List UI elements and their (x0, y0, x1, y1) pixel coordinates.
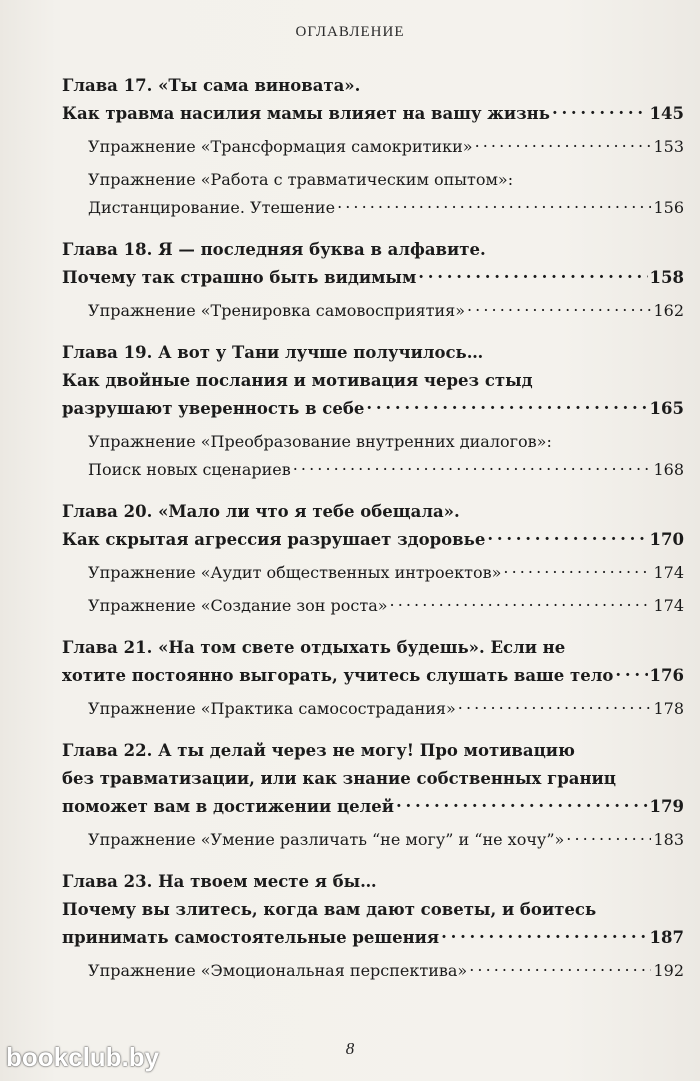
toc-exercise (62, 695, 684, 723)
toc-exercise (62, 166, 684, 222)
exercise-title-line: Упражнение «Преобразование внутренних диалогов»: (88, 432, 552, 451)
exercise-entry (88, 695, 684, 723)
chapter-page-number: 179 (649, 797, 684, 816)
leader-dots (467, 300, 651, 316)
chapter-page-number: 170 (649, 530, 684, 549)
chapter-entry (62, 793, 684, 821)
exercise-title-line: Упражнение «Работа с травматическим опытом»: (88, 170, 514, 189)
leader-dots (615, 665, 647, 681)
chapter-page-number: 158 (649, 268, 684, 287)
exercise-entry (88, 592, 684, 620)
chapter-title-line: Глава 21. «На том свете отдыхать будешь». Если не (62, 638, 566, 657)
leader-dots (337, 197, 651, 213)
exercise-title-last-line: Упражнение «Создание зон роста» (88, 596, 388, 615)
chapter-title-line: Как двойные послания и мотивация через стыд (62, 371, 533, 390)
exercise-entry (88, 826, 684, 854)
toc-chapter (62, 339, 684, 484)
leader-dots (441, 927, 647, 943)
toc-exercise (62, 592, 684, 620)
chapter-title-line: Глава 17. «Ты сама виновата». (62, 76, 361, 95)
exercise-entry (88, 456, 684, 484)
exercise-entry (88, 194, 684, 222)
chapter-title-line: Глава 20. «Мало ли что я тебе обещала». (62, 502, 460, 521)
leader-dots (503, 562, 651, 578)
exercise-entry (88, 133, 684, 161)
chapter-title-line: Глава 22. А ты делай через не могу! Про мотивацию (62, 741, 575, 760)
toc-chapter (62, 634, 684, 723)
toc-chapter (62, 498, 684, 620)
exercise-page-number: 174 (653, 563, 684, 582)
exercise-title-last-line: Поиск новых сценариев (88, 460, 291, 479)
chapter-title-last-line: разрушают уверенность в себе (62, 399, 365, 418)
exercise-page-number: 192 (653, 961, 684, 980)
exercise-entry (88, 559, 684, 587)
chapter-title-line: Почему вы злитесь, когда вам дают советы, и боитесь (62, 900, 597, 919)
leader-dots (418, 267, 647, 283)
chapter-entry (62, 662, 684, 690)
chapter-entry (62, 924, 684, 952)
chapter-entry (62, 264, 684, 292)
chapter-title-last-line: хотите постоянно выгорать, учитесь слушать ваше тело (62, 666, 614, 685)
toc-exercise (62, 297, 684, 325)
toc-chapter (62, 868, 684, 985)
chapter-title-last-line: принимать самостоятельные решения (62, 928, 440, 947)
toc-exercise (62, 559, 684, 587)
chapter-entry (62, 100, 684, 128)
chapter-title-last-line: Как скрытая агрессия разрушает здоровье (62, 530, 486, 549)
chapter-page-number: 145 (649, 104, 684, 123)
exercise-title-last-line: Дистанцирование. Утешение (88, 198, 336, 217)
watermark-logo: bookclub.by (6, 1042, 160, 1072)
running-title: ОГЛАВЛЕНИЕ (295, 24, 405, 40)
chapter-page-number: 165 (649, 399, 684, 418)
chapter-page-number: 176 (649, 666, 684, 685)
leader-dots (396, 796, 648, 812)
page-number: 8 (345, 1039, 355, 1058)
chapter-page-number: 187 (649, 928, 684, 947)
exercise-title-last-line: Упражнение «Эмоциональная перспектива» (88, 961, 468, 980)
exercise-page-number: 183 (653, 830, 684, 849)
chapter-title-line: Глава 23. На твоем месте я бы… (62, 872, 377, 891)
exercise-title-last-line: Упражнение «Практика самосострадания» (88, 699, 456, 718)
toc-chapter (62, 236, 684, 325)
chapter-title-last-line: поможет вам в достижении целей (62, 797, 395, 816)
toc-exercise (62, 428, 684, 484)
toc-chapter (62, 737, 684, 854)
exercise-page-number: 156 (653, 198, 684, 217)
leader-dots (293, 459, 652, 475)
exercise-page-number: 168 (653, 460, 684, 479)
exercise-entry (88, 297, 684, 325)
toc-chapter (62, 72, 684, 222)
exercise-entry (88, 957, 684, 985)
toc-exercise (62, 826, 684, 854)
chapter-entry (62, 526, 684, 554)
chapter-entry (62, 395, 684, 423)
exercise-page-number: 162 (653, 301, 684, 320)
leader-dots (475, 136, 652, 152)
toc-exercise (62, 957, 684, 985)
exercise-page-number: 174 (653, 596, 684, 615)
exercise-title-last-line: Упражнение «Трансформация самокритики» (88, 137, 473, 156)
exercise-page-number: 153 (653, 137, 684, 156)
chapter-title-line: Глава 18. Я — последняя буква в алфавите. (62, 240, 486, 259)
exercise-page-number: 178 (653, 699, 684, 718)
leader-dots (566, 829, 651, 845)
leader-dots (458, 698, 652, 714)
leader-dots (390, 595, 652, 611)
chapter-title-last-line: Почему так страшно быть видимым (62, 268, 417, 287)
chapter-title-line: без травматизации, или как знание собственных границ (62, 769, 616, 788)
chapter-title-last-line: Как травма насилия мамы влияет на вашу жизнь (62, 104, 550, 123)
leader-dots (552, 103, 648, 119)
exercise-title-last-line: Упражнение «Умение различать “не могу” и “не хочу”» (88, 830, 565, 849)
leader-dots (366, 398, 647, 414)
exercise-title-last-line: Упражнение «Тренировка самовосприятия» (88, 301, 465, 320)
chapter-title-line: Глава 19. А вот у Тани лучше получилось… (62, 343, 484, 362)
leader-dots (487, 529, 647, 545)
toc-exercise (62, 133, 684, 161)
table-of-contents (62, 72, 684, 999)
exercise-title-last-line: Упражнение «Аудит общественных интроектов» (88, 563, 502, 582)
leader-dots (469, 960, 651, 976)
